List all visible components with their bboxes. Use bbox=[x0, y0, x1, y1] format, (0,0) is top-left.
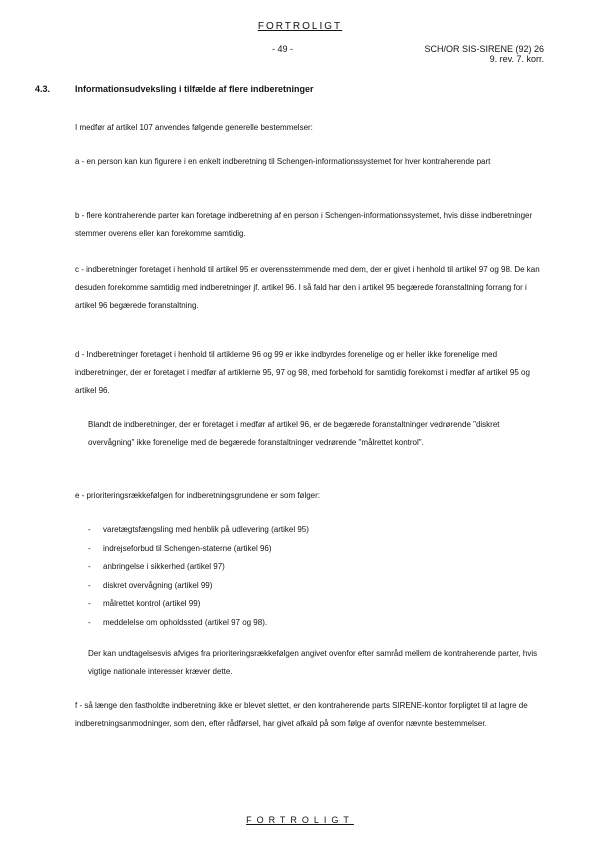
header-confidential-label: FORTROLIGT bbox=[257, 21, 343, 32]
item-e: e - prioriteringsrækkefølgen for indberetningsgrundene er som følger: bbox=[75, 491, 321, 500]
item-d: d - Indberetninger foretaget i henhold til artiklerne 96 og 99 er ikke indbyrdes forenelige og er heller ikke forenelige med indberetninger, der er foretaget i medfør af artiklerne 95, 97 og 98, med forbehold for samtidig forekomst i medfør af artikel 95 og artikel 96. bbox=[75, 350, 530, 395]
list-item: - varetægtsfængsling med henblik på udlevering (artikel 95) bbox=[88, 521, 309, 540]
intro-paragraph: I medfør af artikel 107 anvendes følgende generelle bestemmelser: bbox=[75, 123, 313, 132]
priority-list bbox=[88, 521, 309, 633]
list-item: - anbringelse i sikkerhed (artikel 97) bbox=[88, 558, 309, 577]
reference-line-1: SCH/OR SIS-SIRENE (92) 26 bbox=[424, 44, 544, 54]
item-e-subparagraph: Der kan undtagelsesvis afviges fra prioriteringsrækkefølgen angivet ovenfor efter samråd mellem de kontraherende parter, hvis vigtige nationale interesser kræver dette. bbox=[88, 649, 538, 676]
list-item: - indrejseforbud til Schengen-staterne (artikel 96) bbox=[88, 540, 309, 559]
reference-line-2: 9. rev. 7. korr. bbox=[489, 54, 544, 64]
page-number: - 49 - bbox=[272, 44, 294, 54]
item-a: a - en person kan kun figurere i en enkelt indberetning til Schengen-informationssystemet for hver kontraherende part bbox=[75, 157, 491, 166]
item-b: b - flere kontraherende parter kan foretage indberetning af en person i Schengen-informationssystemet, hvis disse indberetninger stemmer overens eller kan forekomme samtidig. bbox=[75, 211, 533, 238]
list-item: - meddelelse om opholdssted (artikel 97 og 98). bbox=[88, 614, 309, 633]
document-reference bbox=[404, 44, 544, 64]
list-item: - diskret overvågning (artikel 99) bbox=[88, 577, 309, 596]
section-number: 4.3. bbox=[35, 84, 51, 94]
item-d-subparagraph: Blandt de indberetninger, der er foretaget i medfør af artikel 96, er de begærede foranstaltninger vedrørende "diskret overvågning" ikke forenelige med de begærede foranstaltninger vedrørende "målrettet kontrol". bbox=[88, 420, 500, 447]
section-title: Informationsudveksling i tilfælde af flere indberetninger bbox=[75, 84, 314, 94]
item-c: c - indberetninger foretaget i henhold til artikel 95 er overensstemmende med dem, der er givet i henhold til artikel 97 og 98. De kan desuden forekomme samtidig med indberetninger jf. artikel 96. I så fald har den i artikel 95 begærede foranstaltning forrang for i artikel 96 begærede foranstaltning. bbox=[75, 265, 540, 310]
list-item: - målrettet kontrol (artikel 99) bbox=[88, 595, 309, 614]
footer-confidential-label: FORTROLIGT bbox=[246, 815, 354, 825]
item-f: f - så længe den fastholdte indberetning ikke er blevet slettet, er den kontraherende parts SIRENE-kontor forpligtet til at lagre de indberetningsanmodninger, som den, efter rådførsel, har givet afkald på som følge af ovenfor nævnte bestemmelser. bbox=[75, 701, 528, 728]
